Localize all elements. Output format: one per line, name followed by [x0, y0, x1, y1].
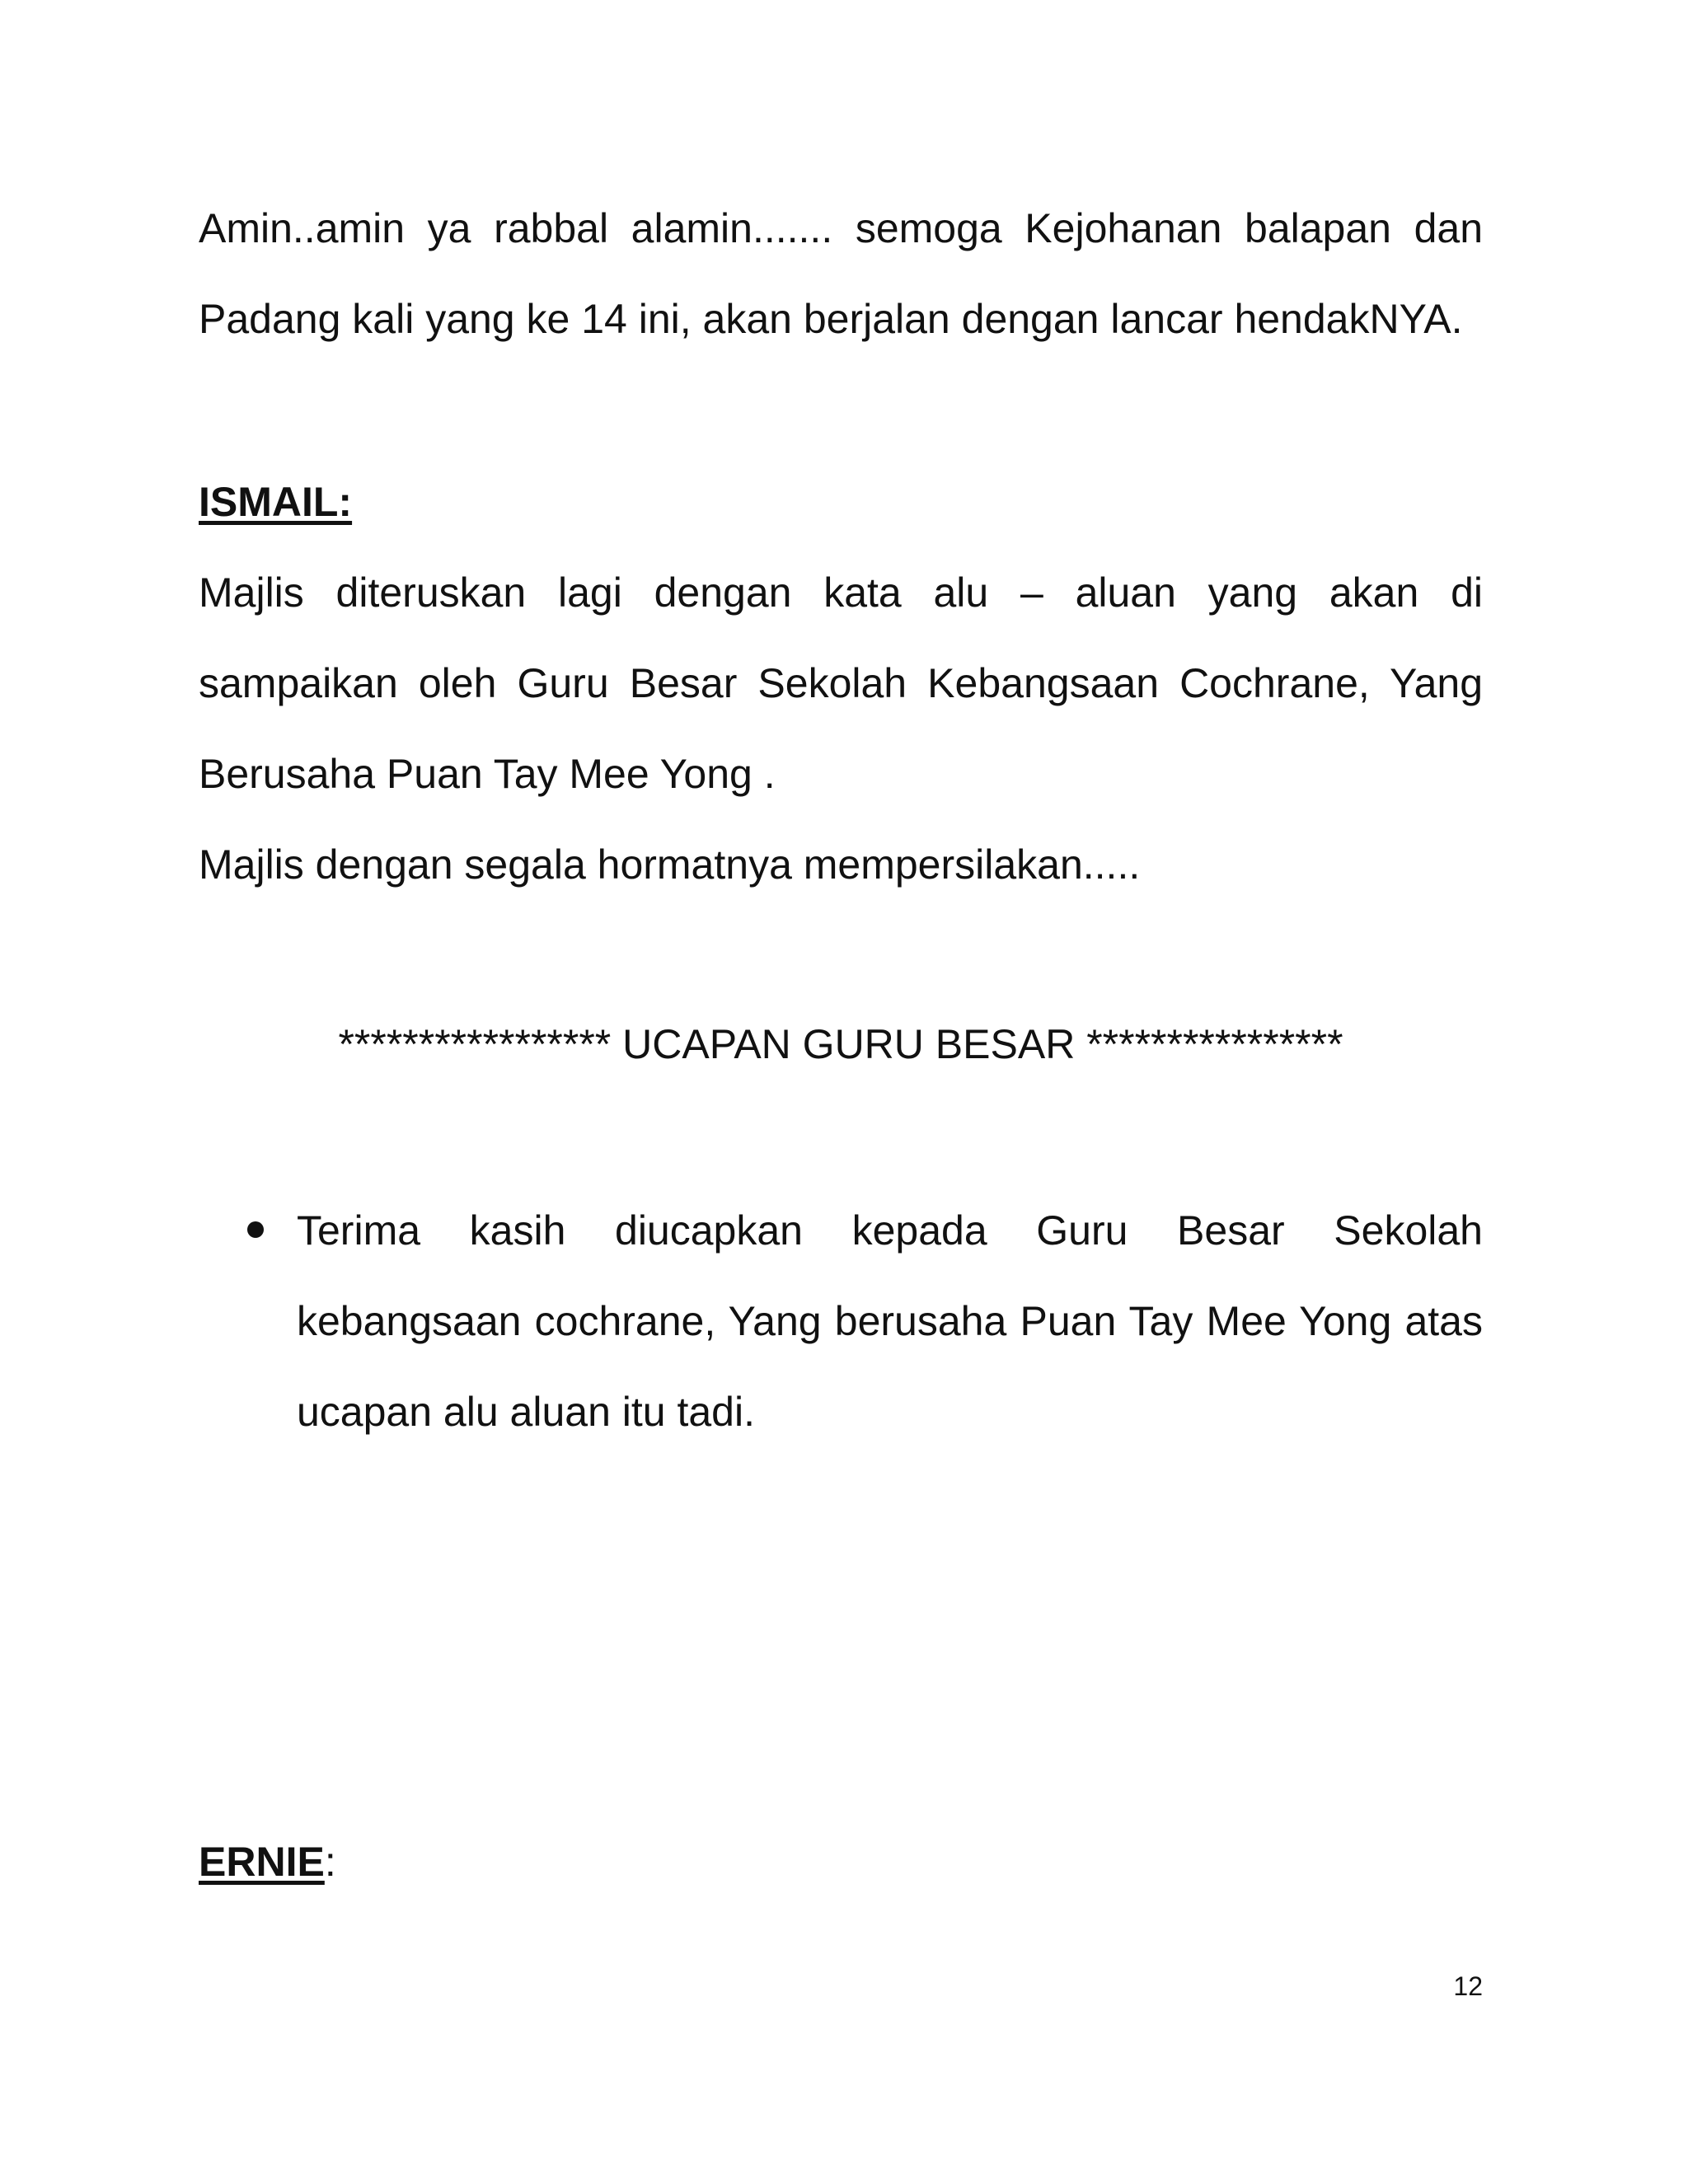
section-divider-ucapan-guru-besar: ***************** UCAPAN GURU BESAR **************** — [338, 1021, 1343, 1067]
paragraph-amin: Amin..amin ya rabbal alamin....... semoga Kejohanan balapan dan Padang kali yang ke 14 ini, akan berjalan dengan lancar hendakNYA. — [199, 205, 1483, 342]
speaker-colon: : — [324, 1839, 336, 1885]
paragraph-mempersilakan: Majlis dengan segala hormatnya mempersilakan..... — [199, 841, 1141, 888]
speaker-heading-ismail: ISMAIL: — [199, 479, 353, 525]
paragraph-majlis-diteruskan: Majlis diteruskan lagi dengan kata alu – aluan yang akan di sampaikan oleh Guru Besar Sekolah Kebangsaan Cochrane, Yang Berusaha Puan Tay Mee Yong . — [199, 569, 1483, 797]
speaker-heading-ernie — [199, 1816, 336, 1907]
bullet-icon — [247, 1221, 264, 1238]
speaker-name-ernie: ERNIE — [199, 1839, 325, 1885]
bullet-item: Terima kasih diucapkan kepada Guru Besar Sekolah kebangsaan cochrane, Yang berusaha Puan Tay Mee Yong atas ucapan alu aluan itu tadi. — [297, 1207, 1483, 1435]
page-number: 12 — [1453, 1971, 1483, 2001]
